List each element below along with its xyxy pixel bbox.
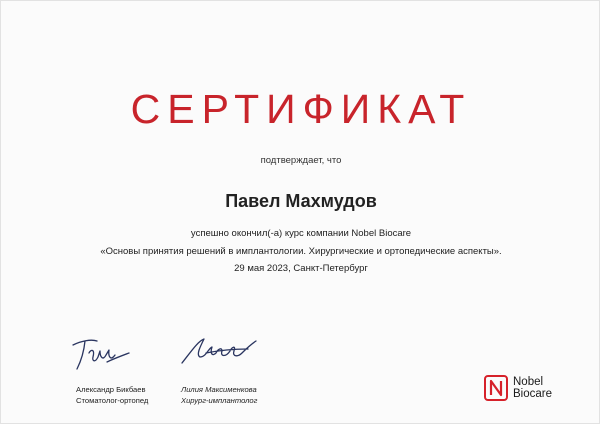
signature-2-icon [176, 331, 266, 371]
logo-text-line1: Nobel [513, 376, 544, 388]
signature-1-icon [67, 331, 137, 373]
nobel-biocare-logo-icon [484, 375, 508, 401]
course-title: «Основы принятия решений в имплантологии. Хирургические и ортопедические аспекты». [100, 246, 502, 257]
date-place: 29 мая 2023, Санкт-Петербург [234, 263, 368, 274]
signatory-2-role: Хирург-имплантолог [181, 396, 258, 405]
completion-text: успешно окончил(-а) курс компании Nobel Biocare [190, 228, 412, 239]
confirms-text: подтверждает, что [260, 155, 342, 166]
logo-text-line2: Biocare [513, 388, 552, 400]
certificate-title: СЕРТИФИКАТ [130, 86, 472, 132]
nobel-biocare-logo [484, 375, 552, 401]
signatory-1 [76, 384, 148, 406]
signatory-1-role: Стоматолог-ортопед [76, 396, 149, 405]
recipient-name: Павел Махмудов [225, 191, 377, 211]
signatory-1-name: Александр Бикбаев [76, 385, 146, 394]
signatory-2-name: Лилия Максименкова [181, 385, 257, 394]
signatory-2 [181, 384, 257, 406]
logo-text [513, 376, 552, 400]
